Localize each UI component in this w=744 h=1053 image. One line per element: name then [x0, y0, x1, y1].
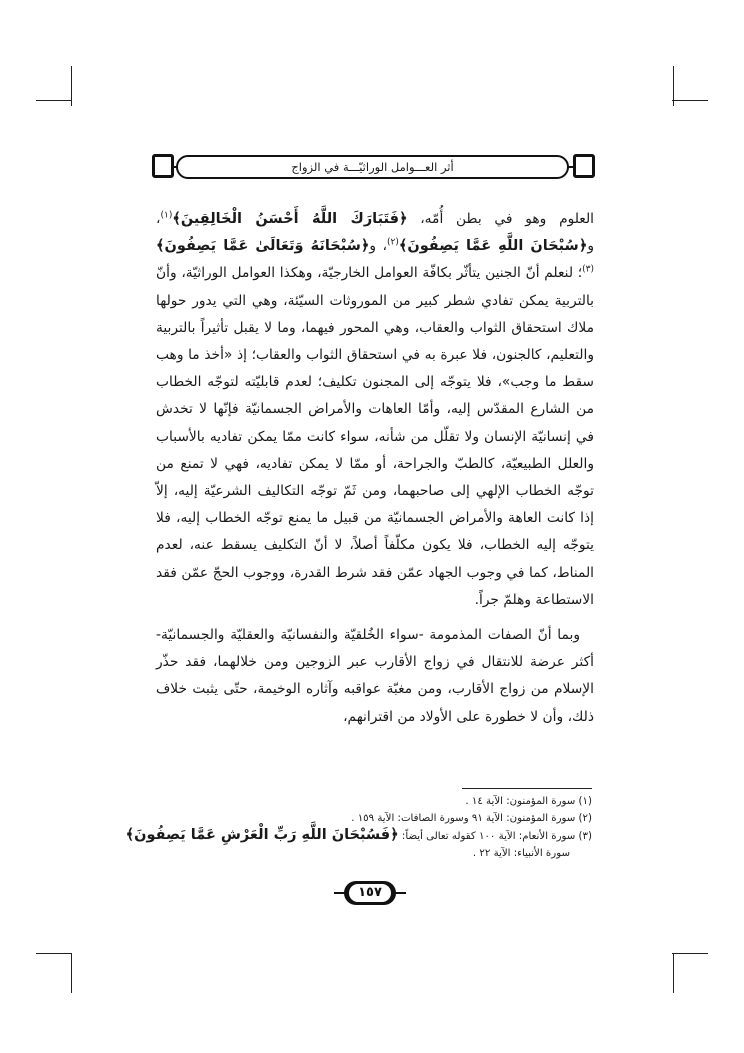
- header-title-text: أثر العـــوامل الوراثيّـــة في الزواج: [285, 160, 459, 174]
- crop-mark: [36, 100, 72, 101]
- paragraph-2: [156, 622, 594, 731]
- text-run: (٢) سورة المؤمنون: الآية ٩١ وسورة الصافات: الآية ١٥٩ .: [351, 813, 592, 824]
- running-header: [152, 152, 595, 182]
- footnote-ref: (١): [160, 210, 173, 221]
- footnote-1: [156, 793, 592, 810]
- quran-verse: ﴿فَسُبْحَانَ اللَّهِ رَبِّ الْعَرْشِ عَمَّا يَصِفُونَ﴾: [125, 827, 399, 843]
- text-run: سورة الأنبياء: الآية ٢٢ .: [472, 848, 570, 859]
- paragraph-1: [156, 206, 594, 614]
- body-text: [156, 206, 594, 731]
- text-run: (١) سورة المؤمنون: الآية ١٤ .: [465, 796, 592, 807]
- quran-verse: ﴿سُبْحَانَ اللَّهِ عَمَّا يَصِفُونَ﴾: [398, 238, 588, 255]
- text-run: العلوم وهو في بطن أُمّه،: [407, 211, 594, 227]
- crop-mark: [71, 953, 72, 993]
- text-run: ، و: [156, 211, 594, 255]
- text-run: (٣) سورة الأنعام: الآية ١٠٠ كقوله تعالى أيضاً:: [398, 831, 592, 842]
- quran-verse: ﴿سُبْحَانَهُ وَتَعَالَىٰ عَمَّا يَصِفُونَ﴾: [156, 238, 370, 255]
- crop-mark: [672, 953, 708, 954]
- text-run: وبما أنّ الصفات المذمومة -سواء الخُلقيّة والنفسانيّة والعقليّة والجسمانيّة- أكثر عرضة للانتقال في زواج الأقارب عبر الزوجين ومن خلالهما، فقد حذّر الإسلام من زواج الأقارب، ومن مغبّة عواقبه وآثاره الوخيمة، حتّى يثبت خلاف ذلك، وأن لا خطورة على الأولاد من اقترانهم،: [156, 627, 594, 725]
- footnote-3: [125, 827, 592, 845]
- footnote-separator: [462, 788, 592, 789]
- footnote-2: [156, 810, 592, 827]
- header-ornament-left: [152, 154, 174, 178]
- text-run: ، و: [369, 238, 387, 255]
- footnote-ref: (٢): [386, 237, 399, 248]
- page-number-pill: [344, 881, 396, 905]
- quran-verse: ﴿فَتَبَارَكَ اللَّهُ أَحْسَنُ الْخَالِقِينَ﴾: [172, 211, 408, 227]
- footnote-3-continued: [156, 845, 592, 862]
- footnote-ref: (٣): [582, 264, 594, 275]
- crop-mark: [673, 953, 674, 993]
- footnotes: [125, 793, 592, 862]
- header-ornament-right: [573, 154, 595, 178]
- page-number-badge: [334, 881, 406, 905]
- page-number: ١٥٧: [349, 884, 391, 902]
- header-title: [176, 155, 569, 179]
- text-run: ؛ لنعلم أنّ الجنين يتأثّر بكافّة العوامل الخارجيّة، وهكذا العوامل الوراثيّة، وأنّ بالتربية يمكن تفادي شطر كبير من الموروثات السيّئة، وهي التي يدور حولها ملاك استحقاق الثواب والعقاب، وهي المحور فيهما، وما لا يقبل تأثيراً بالتربية والتعليم، كالجنون، فلا عبرة به في استحقاق الثواب والعقاب؛ إذ «أخذ ما وهب سقط ما وجب»، فلا يتوجّه إلى المجنون تكليف؛ لعدم قابليّته لتوجّه الخطاب من الشارع المقدّس إليه، وأمّا العاهات والأمراض الجسمانيّة فإنّها لا تخدش في إنسانيّة الإنسان ولا تقلّل من شأنه، سواء كانت ممّا يمكن تفاديه بالأسباب والعلل الطبيعيّة، كالطبّ والجراحة، أو ممّا لا يمكن تفاديه، فهي لا تمنع من توجّه الخطاب الإلهي إلى صاحبهما، ومن ثَمّ توجّه التكاليف الشرعيّة إليه، إلاّ إذا كانت العاهة والأمراض الجسمانيّة من قبيل ما يمنع توجّه الخطاب إليه، فلا يتوجّه إليه الخطاب، فلا يكون مكلّفاً أصلاً، لا أنّ التكليف يسقط عنه، لعدم المناط، كما في وجوب الجهاد عمّن فقد شرط القدرة، ووجوب الحجّ عمّن فقد الاستطاعة وهلمّ جراً.: [156, 265, 594, 608]
- crop-mark: [672, 100, 708, 101]
- crop-mark: [36, 953, 72, 954]
